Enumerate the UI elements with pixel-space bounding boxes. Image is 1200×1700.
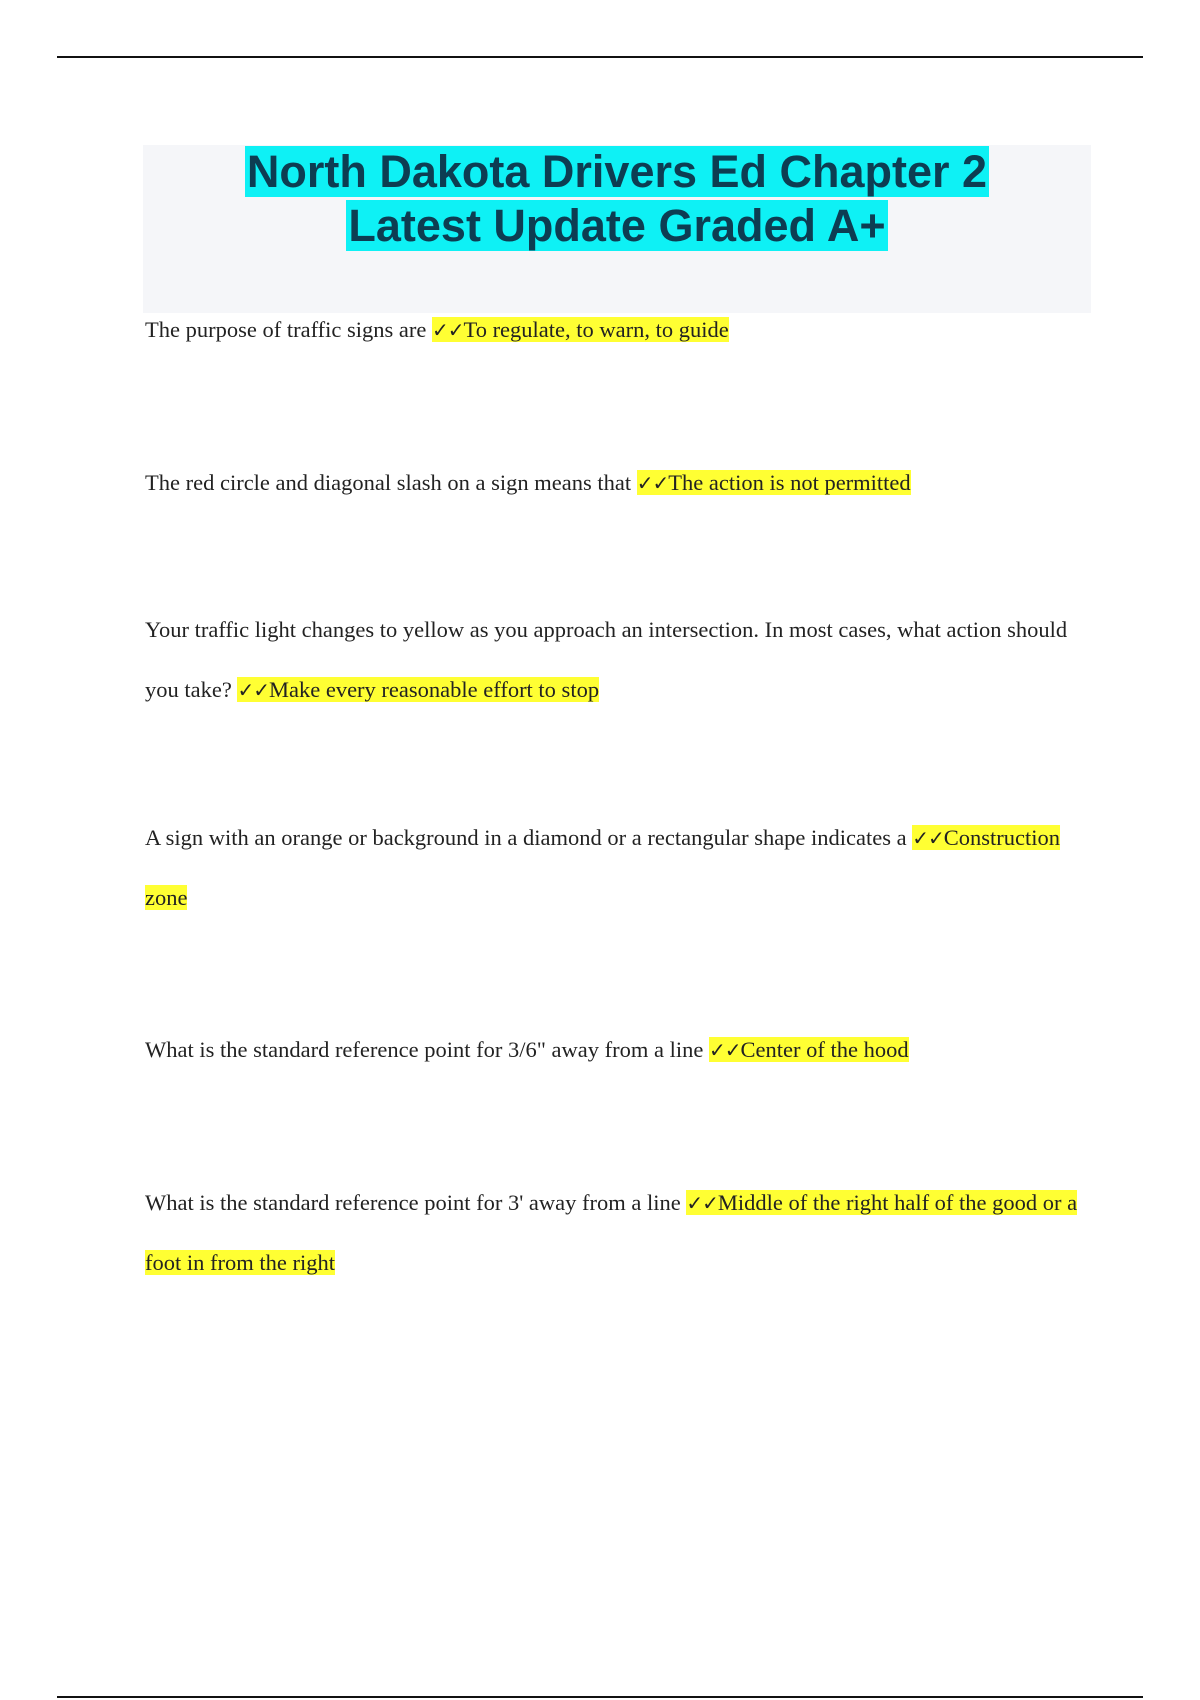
answer-highlight: [432, 317, 729, 342]
question-4: [145, 808, 1080, 928]
double-check-icon: ✓✓: [686, 1191, 718, 1215]
question-text: What is the standard reference point for 3/6" away from a line: [145, 1037, 709, 1062]
double-check-icon: ✓✓: [237, 678, 269, 702]
double-check-icon: ✓✓: [636, 471, 669, 495]
question-text: Your traffic light changes to yellow as you approach an intersection. In most cases, what action should you take?: [145, 617, 1068, 702]
answer-text: Construction zone: [145, 825, 1061, 910]
double-check-icon: ✓✓: [432, 318, 464, 342]
question-6: [145, 1173, 1080, 1293]
double-check-icon: ✓✓: [708, 1038, 741, 1062]
title-line-1: North Dakota Drivers Ed Chapter 2: [246, 146, 988, 197]
question-2: [145, 453, 1080, 513]
question-text: What is the standard reference point for 3' away from a line: [145, 1190, 687, 1215]
question-5: [145, 1020, 1080, 1080]
answer-text: Center of the hood: [740, 1037, 909, 1062]
answer-highlight: [237, 677, 599, 702]
question-3: [145, 600, 1080, 720]
footer-rule: [57, 1696, 1143, 1698]
question-text: A sign with an orange or background in a diamond or a rectangular shape indicates a: [145, 825, 913, 850]
answer-text: Middle of the right half of the good or a foot in from the right: [145, 1190, 1078, 1275]
answer-text: To regulate, to warn, to guide: [463, 317, 729, 342]
answer-text: Make every reasonable effort to stop: [268, 677, 600, 702]
title-line-2: Latest Update Graded A+: [348, 200, 886, 251]
header-rule: [57, 56, 1143, 58]
question-1: [145, 300, 1080, 360]
document-title: [143, 145, 1091, 253]
double-check-icon: ✓✓: [912, 826, 944, 850]
answer-highlight: [709, 1037, 909, 1062]
answer-highlight: [637, 470, 911, 495]
question-text: The purpose of traffic signs are: [145, 317, 432, 342]
answer-text: The action is not permitted: [668, 470, 911, 495]
title-block: [143, 145, 1091, 313]
question-text: The red circle and diagonal slash on a sign means that: [145, 470, 637, 495]
